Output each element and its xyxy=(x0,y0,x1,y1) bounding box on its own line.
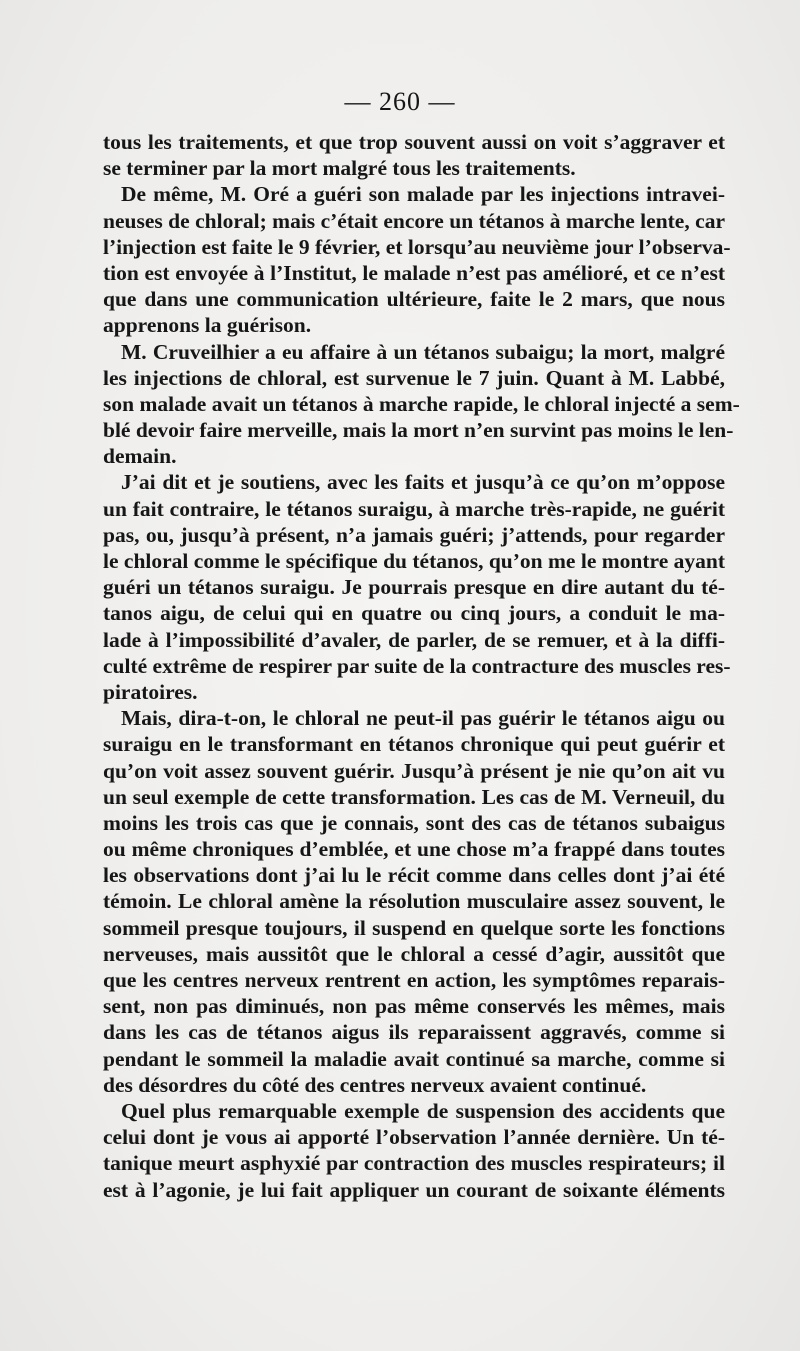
text-line: celui dont je vous ai apporté l’observation l’année dernière. Un té- xyxy=(103,1125,725,1150)
text-line: culté extrême de respirer par suite de la contracture des muscles res- xyxy=(103,653,731,678)
text-line: apprenons la guérison. xyxy=(103,313,312,338)
text-line: tanos aigu, de celui qui en quatre ou cinq jours, a conduit le ma- xyxy=(103,601,725,626)
body-text xyxy=(103,129,740,1203)
text-line: les observations dont j’ai lu le récit comme dans celles dont j’ai été xyxy=(103,863,725,888)
text-line: est à l’agonie, je lui fait appliquer un courant de soixante éléments xyxy=(103,1177,725,1202)
text-line: suraigu en le transformant en tétanos chronique qui peut guérir et xyxy=(103,732,725,757)
text-line: Quel plus remarquable exemple de suspension des accidents que xyxy=(121,1098,725,1123)
text-line: neuses de chloral; mais c’était encore un tétanos à marche lente, car xyxy=(103,208,725,233)
text-line: guéri un tétanos suraigu. Je pourrais presque en dire autant du té- xyxy=(103,575,725,600)
text-line: sommeil presque toujours, il suspend en quelque sorte les fonctions xyxy=(103,915,725,940)
text-line: se terminer par la mort malgré tous les traitements. xyxy=(103,156,576,181)
page-number: — 260 — xyxy=(344,87,456,116)
text-line: sent, non pas diminués, non pas même conservés les mêmes, mais xyxy=(103,994,725,1019)
text-line: Mais, dira-t-on, le chloral ne peut-il pas guérir le tétanos aigu ou xyxy=(121,706,725,731)
text-line: les injections de chloral, est survenue le 7 juin. Quant à M. Labbé, xyxy=(103,365,725,390)
text-line: demain. xyxy=(103,444,177,469)
text-line: témoin. Le chloral amène la résolution musculaire assez souvent, le xyxy=(103,889,725,914)
text-line: ou même chroniques d’emblée, et une chose m’a frappé dans toutes xyxy=(103,837,725,862)
text-line: dans les cas de tétanos aigus ils reparaissent aggravés, comme si xyxy=(103,1020,725,1045)
text-line: moins les trois cas que je connais, sont des cas de tétanos subaigus xyxy=(103,810,725,835)
text-line: un fait contraire, le tétanos suraigu, à marche très-rapide, ne guérit xyxy=(103,496,725,521)
text-line: J’ai dit et je soutiens, avec les faits et jusqu’à ce qu’on m’oppose xyxy=(121,470,725,495)
text-line: pendant le sommeil la maladie avait continué sa marche, comme si xyxy=(103,1046,725,1071)
text-line: qu’on voit assez souvent guérir. Jusqu’à présent je nie qu’on ait vu xyxy=(103,758,725,783)
text-line: que les centres nerveux rentrent en action, les symptômes reparais- xyxy=(103,968,725,992)
text-line: piratoires. xyxy=(103,679,198,704)
text-line: un seul exemple de cette transformation. Les cas de M. Verneuil, du xyxy=(103,784,725,809)
text-line: le chloral comme le spécifique du tétanos, qu’on me le montre ayant xyxy=(103,549,725,573)
text-line: son malade avait un tétanos à marche rapide, le chloral injecté a sem- xyxy=(103,391,740,416)
text-line: lade à l’impossibilité d’avaler, de parler, de se remuer, et à la diffi- xyxy=(103,627,725,652)
text-line: tous les traitements, et que trop souvent aussi on voit s’aggraver et xyxy=(103,130,725,154)
text-line: l’injection est faite le 9 février, et lorsqu’au neuvième jour l’observa- xyxy=(103,234,731,259)
text-line: tanique meurt asphyxié par contraction des muscles respirateurs; il xyxy=(103,1151,725,1176)
text-line: pas, ou, jusqu’à présent, n’a jamais guéri; j’attends, pour regarder xyxy=(103,522,725,547)
text-line: que dans une communication ultérieure, faite le 2 mars, que nous xyxy=(103,287,725,312)
text-line: blé devoir faire merveille, mais la mort n’en survint pas moins le len- xyxy=(103,418,734,443)
text-line: nerveuses, mais aussitôt que le chloral a cessé d’agir, aussitôt que xyxy=(103,941,725,966)
text-line: tion est envoyée à l’Institut, le malade n’est pas amélioré, et ce n’est xyxy=(103,260,725,285)
text-line: des désordres du côté des centres nerveux avaient continué. xyxy=(103,1072,647,1097)
text-line: M. Cruveilhier a eu affaire à un tétanos subaigu; la mort, malgré xyxy=(121,339,725,364)
text-line: De même, M. Oré a guéri son malade par les injections intravei- xyxy=(121,182,725,207)
